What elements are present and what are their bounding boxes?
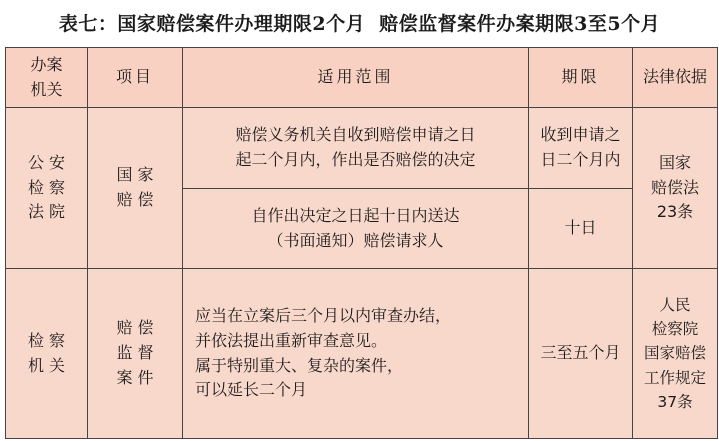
scope-line: 属于特别重大、复杂的案件， [195, 355, 404, 375]
row2-organ [6, 269, 88, 439]
item-line: 赔 偿 [116, 190, 154, 209]
scope-line: （书面通知）赔偿请求人 [267, 230, 444, 250]
organ-line: 检 察 [27, 330, 66, 350]
row1-period-2: 十日 [529, 189, 633, 269]
header-scope: 适用范围 [183, 48, 529, 108]
scope-line: 自作出决定之日起十日内送达 [251, 205, 460, 225]
period-line: 收到申请之 [540, 125, 621, 145]
header-organ [6, 48, 88, 108]
row2-scope [183, 269, 529, 439]
table-header-row [6, 48, 718, 108]
header-organ-line: 机关 [30, 79, 63, 99]
row2-period: 三至五个月 [529, 269, 633, 439]
row1-period-1 [529, 108, 633, 189]
row1-item [88, 108, 183, 269]
basis-line: 国家赔偿 [643, 344, 706, 363]
row2-basis [633, 269, 718, 439]
item-line: 赔 偿 [116, 318, 154, 338]
organ-line: 机 关 [27, 355, 66, 375]
header-period: 期限 [529, 48, 633, 108]
title-part-2: 赔偿监督案件办案期限3至5个月 [379, 12, 661, 35]
period-line: 日二个月内 [540, 150, 621, 169]
basis-line: 工作规定 [643, 368, 706, 387]
basis-line: 37条 [657, 392, 693, 411]
table-row [6, 108, 718, 189]
scope-line: 赔偿义务机关自收到赔偿申请之日 [235, 125, 476, 145]
item-line: 国 家 [116, 165, 154, 185]
row1-scope-1 [183, 108, 529, 189]
header-item: 项目 [88, 48, 183, 108]
deadline-table [5, 47, 718, 439]
scope-line: 应当在立案后三个月以内审查办结， [195, 305, 452, 325]
organ-line: 法 院 [27, 202, 66, 222]
header-basis: 法律依据 [633, 48, 718, 108]
row1-scope-2 [183, 189, 529, 269]
row1-organ [6, 108, 88, 269]
basis-line: 23条 [656, 202, 694, 222]
scope-line: 并依法提出重新审查意见。 [195, 330, 388, 350]
row1-basis [633, 108, 718, 269]
basis-line: 人民 [659, 296, 691, 315]
organ-line: 公 安 [27, 152, 66, 172]
item-line: 案 件 [116, 367, 154, 387]
basis-line: 国家 [658, 152, 691, 172]
scope-line: 起二个月内，作出是否赔偿的决定 [235, 150, 476, 169]
scope-line: 可以延长二个月 [195, 380, 308, 400]
basis-line: 赔偿法 [650, 177, 699, 197]
basis-line: 检察院 [651, 320, 699, 339]
header-organ-line: 办案 [30, 54, 63, 74]
row2-item [88, 269, 183, 439]
item-line: 监 督 [116, 343, 154, 363]
page-title [0, 0, 719, 44]
table-row [6, 269, 718, 439]
title-part-1: 表七：国家赔偿案件办理期限2个月 [58, 12, 366, 35]
organ-line: 检 察 [27, 177, 66, 197]
